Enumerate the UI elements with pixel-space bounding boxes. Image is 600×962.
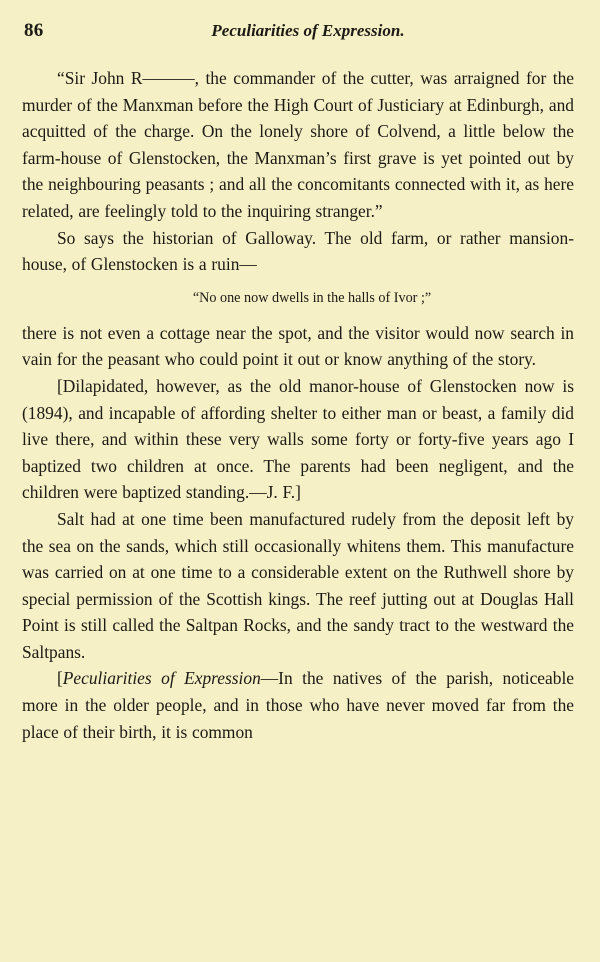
page-body: [22, 65, 574, 745]
paragraph-historian: So says the historian of Galloway. The old farm, or rather mansion-house, of Glenstocken is a ruin—: [22, 227, 574, 275]
page-header: [22, 17, 574, 43]
paragraph-expression-text: —In the natives of the parish, noticeable more in the older people, and in those who have never moved far from the place of their birth, it is common: [22, 668, 574, 742]
running-head: Peculiarities of Expression.: [211, 21, 405, 40]
paragraph-expression: [22, 665, 574, 745]
paragraph-salt: Salt had at one time been manufactured rudely from the deposit left by the sea on the sands, which still occasionally whitens them. This manufacture was carried on at one time to a considerable extent on the Ruthwell shore by special permission of the Scottish kings. The reef jutting out at Douglas Hall Point is still called the Saltpan Rocks, and the sandy tract to the westward the Saltpans.: [22, 508, 574, 662]
opening-bracket: [: [57, 668, 63, 689]
paragraph-editor-note: [Dilapidated, however, as the old manor-house of Glenstocken now is (1894), and incapable of affording shelter to either man or beast, a family did live there, and within these very walls some forty or forty-five years ago I baptized two children at once. The parents had been negligent, and the children were baptized standing.—J. F.]: [22, 375, 574, 503]
section-heading-italic: Peculiarities of Expression: [62, 668, 261, 689]
paragraph-continuation: there is not even a cottage near the spot, and the visitor would now search in vain for the peasant who could point it out or know anything of the story.: [22, 322, 574, 370]
paragraph-quotation: “Sir John R———, the commander of the cutter, was arraigned for the murder of the Manxman before the High Court of Justiciary at Edinburgh, and acquitted of the charge. On the lonely shore of Colvend, a little below the farm-house of Glenstocken, the Manxman’s first grave is yet pointed out by the neighbouring peasants ; and all the concomitants connected with it, as here related, are feelingly told to the inquiring stranger.”: [22, 68, 574, 221]
page-number: 86: [24, 20, 44, 41]
verse-quotation: “No one now dwells in the halls of Ivor ;”: [192, 289, 432, 306]
